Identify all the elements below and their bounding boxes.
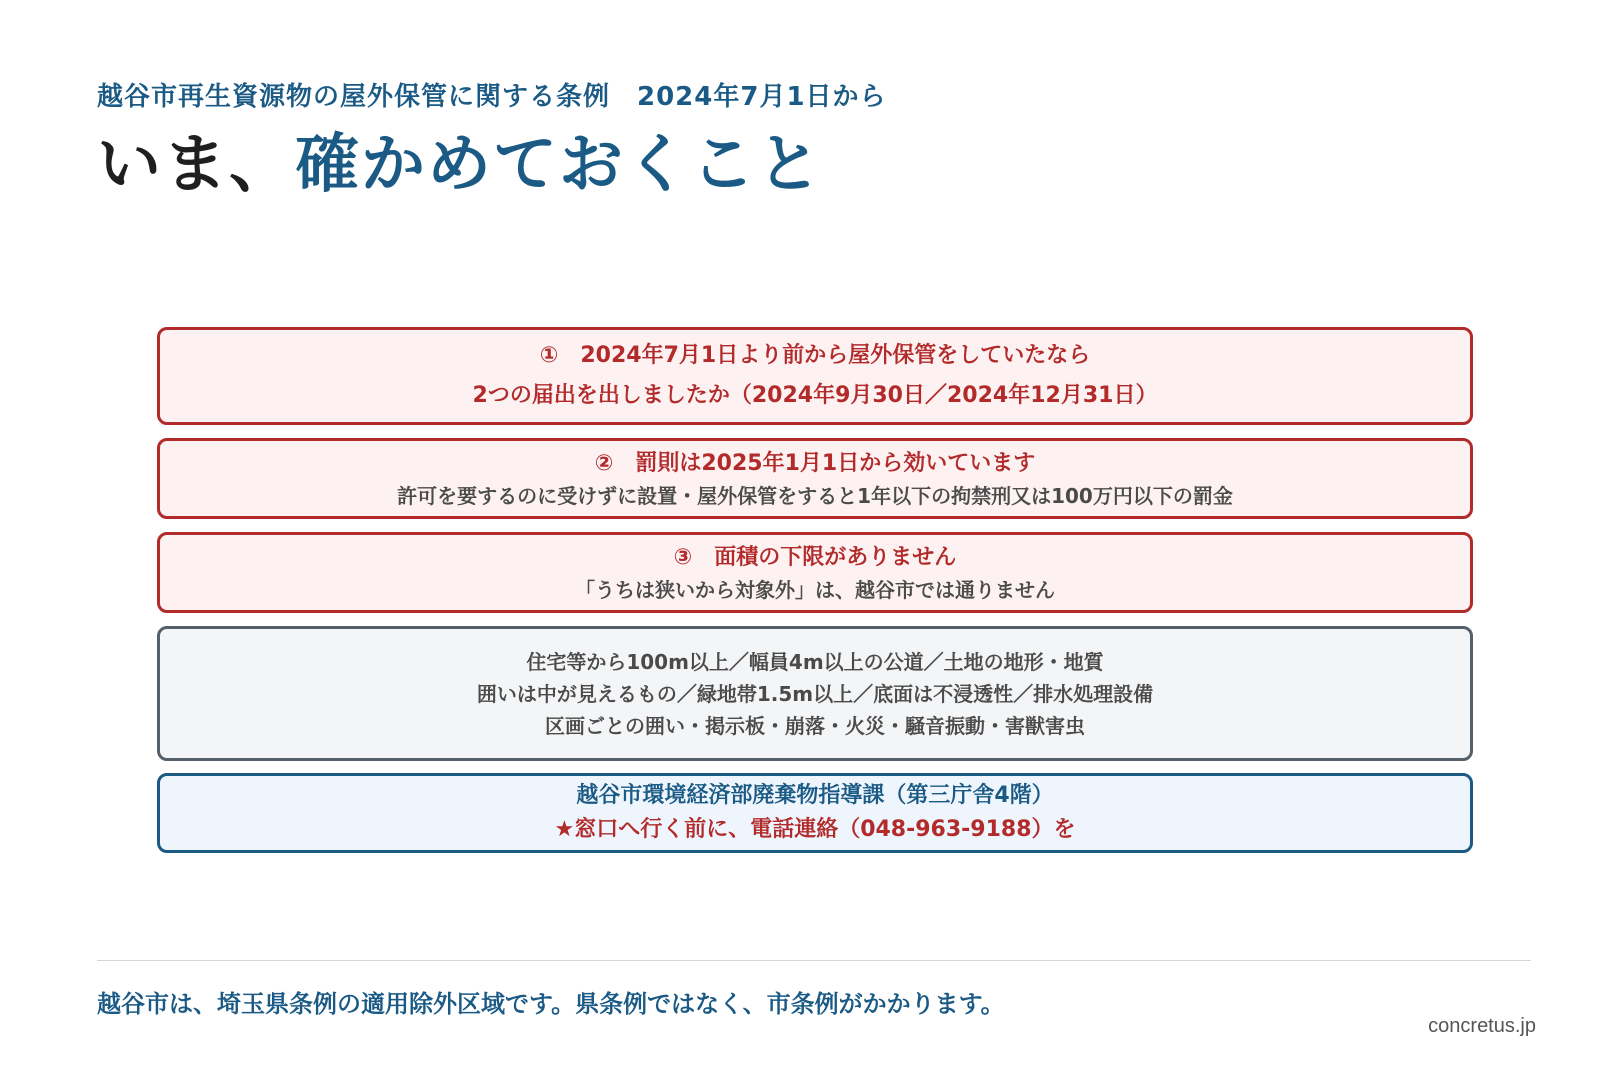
item-box-1 — [157, 327, 1473, 425]
site-credit: concretus.jp — [1428, 1015, 1536, 1037]
contact-box — [157, 773, 1473, 853]
item-1-detail: 2つの届出を出しましたか（2024年9月30日／2024年12月31日） — [472, 383, 1158, 408]
page-title — [97, 130, 823, 200]
item-2-title: ② 罰則は2025年1月1日から効いています — [594, 450, 1036, 476]
page-title-accent: 確かめておくこと — [295, 128, 823, 202]
page-title-prefix: いま、 — [97, 128, 295, 202]
contact-office: 越谷市環境経済部廃棄物指導課（第三庁舎4階） — [576, 783, 1054, 808]
requirements-line-1: 住宅等から100m以上／幅員4m以上の公道／土地の地形・地質 — [526, 649, 1104, 674]
item-3-detail: 「うちは狭いから対象外」は、越谷市では通りません — [575, 577, 1055, 602]
item-3-title: ③ 面積の下限がありません — [673, 544, 957, 570]
contact-phone-note: ★窓口へ行く前に、電話連絡（048-963-9188）を — [554, 817, 1076, 842]
item-box-2 — [157, 438, 1473, 519]
footer-note: 越谷市は、埼玉県条例の適用除外区域です。県条例ではなく、市条例がかかります。 — [97, 990, 1005, 1018]
page-subtitle: 越谷市再生資源物の屋外保管に関する条例 2024年7月1日から — [97, 82, 887, 112]
requirements-line-3: 区画ごとの囲い・掲示板・崩落・火災・騒音振動・害獣害虫 — [545, 713, 1085, 738]
item-1-title: ① 2024年7月1日より前から屋外保管をしていたなら — [539, 343, 1091, 368]
requirements-line-2: 囲いは中が見えるもの／緑地帯1.5m以上／底面は不浸透性／排水処理設備 — [476, 681, 1154, 706]
item-box-3 — [157, 532, 1473, 613]
item-2-detail: 許可を要するのに受けずに設置・屋外保管をすると1年以下の拘禁刑又は100万円以下の罰金 — [397, 483, 1233, 508]
requirements-box — [157, 626, 1473, 761]
footer-divider — [97, 960, 1531, 961]
